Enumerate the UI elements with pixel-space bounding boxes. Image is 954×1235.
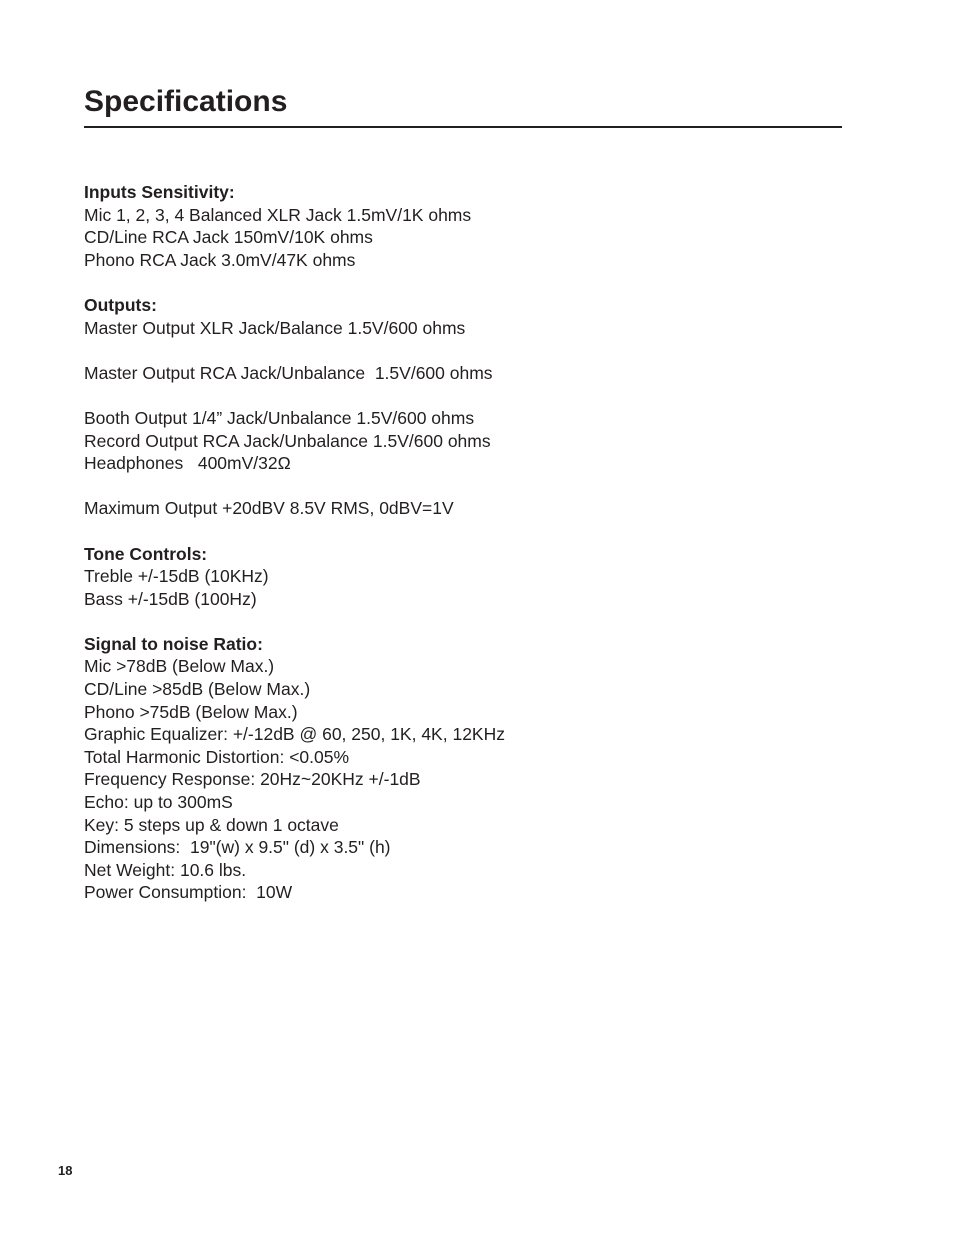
- line-spacer: [84, 339, 844, 362]
- spec-line-cd-line-snr: CD/Line >85dB (Below Max.): [84, 679, 311, 700]
- page-title: Specifications: [84, 85, 288, 118]
- tone-controls-heading: Tone Controls:: [84, 543, 208, 564]
- line-spacer: [84, 384, 844, 407]
- spec-line-booth-output: Booth Output 1/4” Jack/Unbalance 1.5V/600 ohms: [84, 407, 475, 428]
- spec-line-treble: Treble +/-15dB (10KHz): [84, 566, 269, 587]
- line-spacer: [84, 475, 844, 498]
- inputs-heading: Inputs Sensitivity:: [84, 182, 235, 202]
- spec-line-maximum-output: Maximum Output +20dBV 8.5V RMS, 0dBV=1V: [84, 498, 454, 519]
- spec-line-graphic-equalizer: Graphic Equalizer: +/-12dB @ 60, 250, 1K, 4K, 12KHz: [84, 724, 505, 745]
- inputs-section: [84, 181, 844, 271]
- spec-line-dimensions: Dimensions: 19"(w) x 9.5" (d) x 3.5" (h): [84, 837, 391, 858]
- spec-line-phono-input: Phono RCA Jack 3.0mV/47K ohms: [84, 249, 356, 270]
- outputs-heading: Outputs:: [84, 294, 157, 315]
- section-spacer: [84, 520, 844, 543]
- section-spacer: [84, 271, 844, 294]
- spec-line-phono-snr: Phono >75dB (Below Max.): [84, 701, 298, 722]
- spec-line-echo: Echo: up to 300mS: [84, 792, 233, 813]
- tone-controls-section: [84, 543, 844, 611]
- outputs-section: [84, 294, 844, 520]
- spec-line-thd: Total Harmonic Distortion: <0.05%: [84, 746, 350, 767]
- signal-to-noise-heading: Signal to noise Ratio:: [84, 633, 263, 654]
- spec-line-record-output: Record Output RCA Jack/Unbalance 1.5V/600 ohms: [84, 430, 491, 451]
- spec-line-frequency-response: Frequency Response: 20Hz~20KHz +/-1dB: [84, 769, 421, 790]
- spec-line-master-xlr: Master Output XLR Jack/Balance 1.5V/600 ohms: [84, 317, 466, 338]
- signal-to-noise-section: [84, 633, 844, 904]
- spec-line-headphones: Headphones 400mV/32Ω: [84, 453, 291, 474]
- spec-line-power-consumption: Power Consumption: 10W: [84, 882, 293, 903]
- spec-line-key: Key: 5 steps up & down 1 octave: [84, 814, 339, 835]
- spec-line-mic-input: Mic 1, 2, 3, 4 Balanced XLR Jack 1.5mV/1K ohms: [84, 204, 472, 225]
- section-spacer: [84, 610, 844, 633]
- specifications-list: [84, 181, 844, 904]
- spec-line-mic-snr: Mic >78dB (Below Max.): [84, 656, 275, 677]
- page-number: 18: [58, 1163, 73, 1178]
- title-underline: [84, 126, 842, 128]
- spec-line-bass: Bass +/-15dB (100Hz): [84, 588, 257, 609]
- spec-line-net-weight: Net Weight: 10.6 lbs.: [84, 859, 247, 880]
- spec-line-cd-line-input: CD/Line RCA Jack 150mV/10K ohms: [84, 227, 373, 248]
- spec-line-master-rca: Master Output RCA Jack/Unbalance 1.5V/600 ohms: [84, 362, 493, 383]
